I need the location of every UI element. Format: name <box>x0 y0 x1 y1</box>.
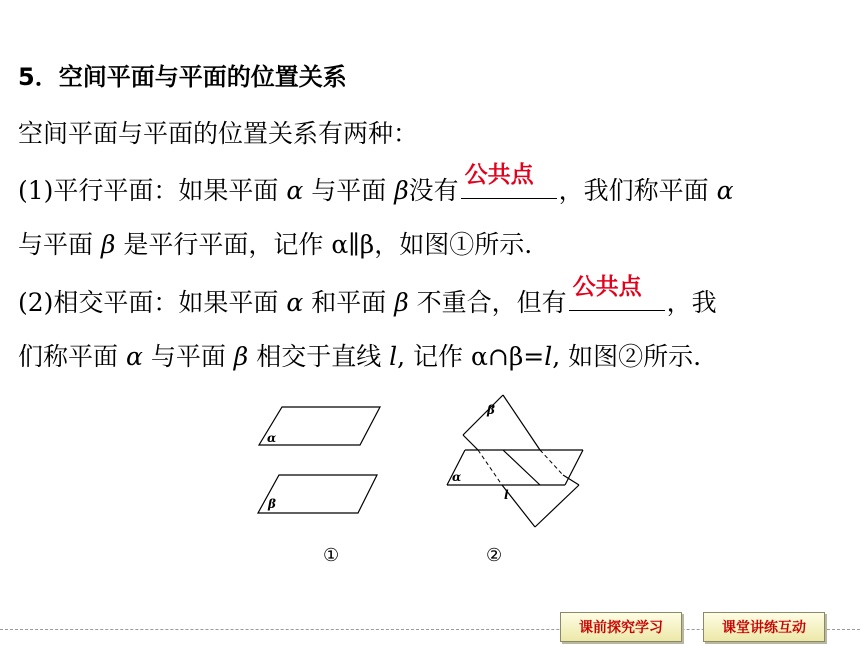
parallel-mid: 与平面 <box>311 176 387 205</box>
beta-symbol: β <box>394 176 409 205</box>
beta-symbol: β <box>394 288 409 317</box>
hidden-edge-dashed <box>540 450 563 475</box>
figure-2-caption: ② <box>486 545 503 566</box>
intersect-line-1 <box>18 274 717 320</box>
line-l-symbol: l <box>544 342 553 371</box>
intersect-after-blank: ，我 <box>666 288 717 317</box>
parallel-line-2 <box>18 228 532 262</box>
intersect-line2-start: 们称平面 <box>18 342 119 371</box>
intersect-line-2 <box>18 340 701 374</box>
intersect-mid: 和平面 <box>311 288 387 317</box>
figure-1-caption: ① <box>323 545 340 566</box>
line-l-label: l <box>504 488 509 502</box>
parallel-line-1 <box>18 162 734 208</box>
alpha-symbol: α <box>125 342 143 371</box>
plane-alpha-edge <box>565 450 583 485</box>
parallel-before-blank: 没有 <box>408 176 459 205</box>
next-section-button[interactable]: 课堂讲练互动 <box>703 612 825 642</box>
intersect-line2-end: , 如图②所示. <box>552 342 702 371</box>
plane-alpha-label: α <box>452 470 462 484</box>
plane-beta-edge <box>535 485 579 527</box>
figure-parallel-planes <box>250 400 390 520</box>
intro-text: 空间平面与平面的位置关系有两种： <box>18 119 419 148</box>
plane-beta-edge <box>503 395 540 450</box>
intersect-line2-rest: , 记作 α∩β= <box>397 342 545 371</box>
plane-alpha <box>259 407 380 445</box>
intersect-line2-mid: 与平面 <box>150 342 226 371</box>
prev-section-button[interactable]: 课前探究学习 <box>560 612 682 642</box>
parallel-prefix: (1)平行平面：如果平面 <box>18 176 279 205</box>
hidden-edge-dashed <box>478 450 502 485</box>
beta-symbol: β <box>100 230 116 259</box>
plane-alpha-label: α <box>267 431 277 445</box>
plane-beta-edge <box>463 395 503 435</box>
plane-beta-label: β <box>268 497 276 511</box>
intersect-line2-mid2: 相交于直线 <box>256 342 382 371</box>
plane-beta-edge <box>463 435 478 450</box>
alpha-symbol: α <box>286 176 304 205</box>
answer-text-2: 公共点 <box>572 274 642 300</box>
section-heading: 5．空间平面与平面的位置关系 <box>18 63 347 91</box>
answer-blank-1 <box>461 162 557 199</box>
plane-beta-label: β <box>487 403 495 417</box>
line-l-symbol: l <box>389 342 398 371</box>
parallel-line2-start: 与平面 <box>18 230 94 259</box>
alpha-symbol: α <box>716 176 734 205</box>
intersect-before-blank: 不重合，但有 <box>416 288 567 317</box>
intersection-line <box>503 450 540 485</box>
intersect-prefix: (2)相交平面：如果平面 <box>18 288 279 317</box>
alpha-symbol: α <box>286 288 304 317</box>
answer-blank-2 <box>569 274 665 311</box>
answer-text-1: 公共点 <box>464 162 534 188</box>
parallel-line2-rest: 是平行平面，记作 α∥β，如图①所示. <box>123 230 533 259</box>
beta-symbol: β <box>233 342 249 371</box>
parallel-after-blank: ，我们称平面 <box>558 176 709 205</box>
figure-intersecting-planes <box>440 390 590 530</box>
